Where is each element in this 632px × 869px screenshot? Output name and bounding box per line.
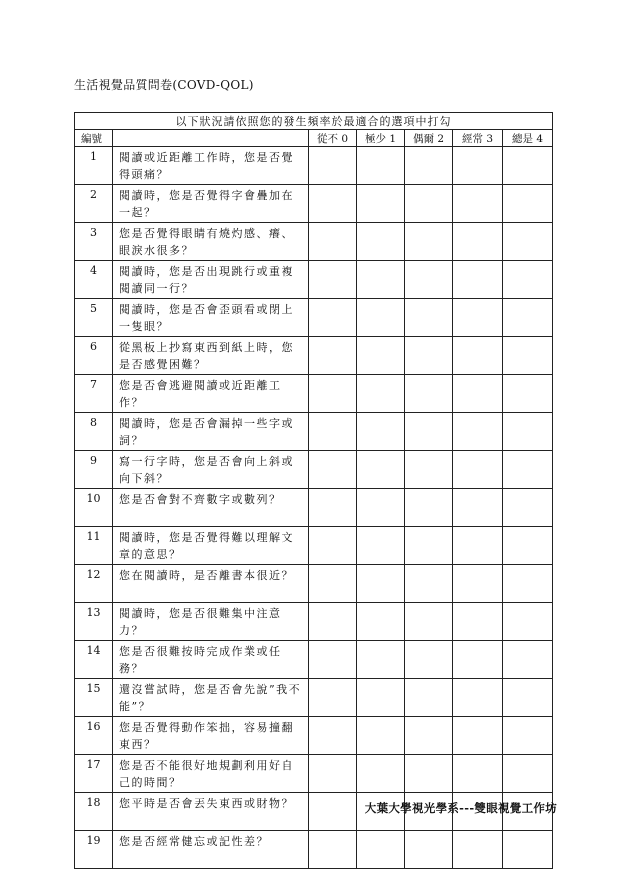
answer-cell[interactable]: [309, 261, 357, 299]
answer-cell[interactable]: [357, 831, 405, 869]
answer-cell[interactable]: [357, 299, 405, 337]
instruction-banner-row: [75, 113, 553, 130]
answer-cell[interactable]: [357, 451, 405, 489]
answer-cell[interactable]: [503, 337, 553, 375]
answer-cell[interactable]: [405, 831, 453, 869]
answer-cell[interactable]: [357, 375, 405, 413]
answer-cell[interactable]: [309, 679, 357, 717]
question-text: 您是否不能很好地規劃利用好自己的時間？: [113, 755, 309, 793]
header-option-rarely: 極少 1: [357, 130, 405, 147]
question-text: 您是否很難按時完成作業或任務？: [113, 641, 309, 679]
answer-cell[interactable]: [309, 527, 357, 565]
question-number: 5: [75, 299, 113, 337]
question-number: 7: [75, 375, 113, 413]
answer-cell[interactable]: [453, 451, 503, 489]
answer-cell[interactable]: [405, 717, 453, 755]
answer-cell[interactable]: [453, 527, 503, 565]
question-row: [75, 641, 553, 679]
answer-cell[interactable]: [405, 337, 453, 375]
question-text: 還沒嘗試時，您是否會先說”我不能”？: [113, 679, 309, 717]
answer-cell[interactable]: [357, 527, 405, 565]
answer-cell[interactable]: [503, 755, 553, 793]
answer-cell[interactable]: [405, 489, 453, 527]
answer-cell[interactable]: [309, 413, 357, 451]
answer-cell[interactable]: [309, 299, 357, 337]
answer-cell[interactable]: [503, 717, 553, 755]
answer-cell[interactable]: [453, 413, 503, 451]
question-number: 15: [75, 679, 113, 717]
answer-cell[interactable]: [503, 299, 553, 337]
answer-cell[interactable]: [503, 527, 553, 565]
answer-cell[interactable]: [357, 679, 405, 717]
answer-cell[interactable]: [405, 223, 453, 261]
answer-cell[interactable]: [309, 489, 357, 527]
question-text: 您平時是否會丟失東西或財物？: [113, 793, 309, 831]
answer-cell[interactable]: [357, 185, 405, 223]
answer-cell[interactable]: [453, 489, 503, 527]
question-number: 14: [75, 641, 113, 679]
answer-cell[interactable]: [503, 223, 553, 261]
answer-cell[interactable]: [357, 223, 405, 261]
answer-cell[interactable]: [357, 489, 405, 527]
answer-cell[interactable]: [405, 603, 453, 641]
answer-cell[interactable]: [503, 375, 553, 413]
answer-cell[interactable]: [503, 185, 553, 223]
answer-cell[interactable]: [503, 565, 553, 603]
header-option-often: 經常 3: [453, 130, 503, 147]
answer-cell[interactable]: [453, 299, 503, 337]
question-row: [75, 717, 553, 755]
question-row: [75, 147, 553, 185]
answer-cell[interactable]: [405, 261, 453, 299]
question-row: [75, 603, 553, 641]
document-title: 生活視覺品質問卷(COVD-QOL): [74, 78, 254, 92]
question-row: [75, 337, 553, 375]
answer-cell[interactable]: [405, 147, 453, 185]
answer-cell[interactable]: [453, 641, 503, 679]
question-number: 2: [75, 185, 113, 223]
question-text: 寫一行字時，您是否會向上斜或向下斜？: [113, 451, 309, 489]
answer-cell[interactable]: [309, 147, 357, 185]
question-row: [75, 299, 553, 337]
question-number: 17: [75, 755, 113, 793]
answer-cell[interactable]: [309, 451, 357, 489]
answer-cell[interactable]: [309, 337, 357, 375]
answer-cell[interactable]: [357, 603, 405, 641]
question-row: [75, 185, 553, 223]
answer-cell[interactable]: [357, 337, 405, 375]
question-row: [75, 375, 553, 413]
answer-cell[interactable]: [453, 147, 503, 185]
answer-cell[interactable]: [503, 451, 553, 489]
answer-cell[interactable]: [503, 147, 553, 185]
answer-cell[interactable]: [453, 603, 503, 641]
answer-cell[interactable]: [309, 185, 357, 223]
answer-cell[interactable]: [309, 375, 357, 413]
question-text: 閱讀或近距離工作時，您是否覺得頭痛？: [113, 147, 309, 185]
header-option-sometimes: 偶爾 2: [405, 130, 453, 147]
header-number: 編號: [75, 130, 113, 147]
answer-cell[interactable]: [453, 717, 503, 755]
question-text: 您是否會逃避閱讀或近距離工作？: [113, 375, 309, 413]
questionnaire-table: [74, 112, 553, 869]
answer-cell[interactable]: [357, 641, 405, 679]
answer-cell[interactable]: [405, 185, 453, 223]
answer-cell[interactable]: [405, 299, 453, 337]
answer-cell[interactable]: [357, 565, 405, 603]
question-row: [75, 413, 553, 451]
header-question: [113, 130, 309, 147]
answer-cell[interactable]: [309, 641, 357, 679]
question-row: [75, 527, 553, 565]
question-number: 1: [75, 147, 113, 185]
answer-cell[interactable]: [309, 565, 357, 603]
answer-cell[interactable]: [309, 717, 357, 755]
header-option-never: 從不 0: [309, 130, 357, 147]
answer-cell[interactable]: [405, 755, 453, 793]
answer-cell[interactable]: [453, 565, 503, 603]
question-number: 8: [75, 413, 113, 451]
answer-cell[interactable]: [309, 755, 357, 793]
answer-cell[interactable]: [503, 831, 553, 869]
answer-cell[interactable]: [453, 337, 503, 375]
question-number: 9: [75, 451, 113, 489]
question-row: [75, 261, 553, 299]
answer-cell[interactable]: [309, 603, 357, 641]
question-number: 19: [75, 831, 113, 869]
answer-cell[interactable]: [503, 641, 553, 679]
question-text: 閱讀時，您是否會歪頭看或閉上一隻眼？: [113, 299, 309, 337]
answer-cell[interactable]: [405, 413, 453, 451]
question-row: [75, 451, 553, 489]
question-text: 您是否會對不齊數字或數列？: [113, 489, 309, 527]
answer-cell[interactable]: [503, 261, 553, 299]
answer-cell[interactable]: [405, 679, 453, 717]
question-row: [75, 565, 553, 603]
question-number: 18: [75, 793, 113, 831]
answer-cell[interactable]: [453, 831, 503, 869]
question-text: 閱讀時，您是否很難集中注意力？: [113, 603, 309, 641]
question-row: [75, 755, 553, 793]
answer-cell[interactable]: [357, 717, 405, 755]
question-row: [75, 223, 553, 261]
answer-cell[interactable]: [503, 489, 553, 527]
answer-cell[interactable]: [503, 603, 553, 641]
question-number: 10: [75, 489, 113, 527]
question-text: 您是否覺得動作笨拙，容易撞翻東西？: [113, 717, 309, 755]
question-row: [75, 679, 553, 717]
question-text: 閱讀時，您是否覺得難以理解文章的意思？: [113, 527, 309, 565]
answer-cell[interactable]: [405, 565, 453, 603]
answer-cell[interactable]: [405, 641, 453, 679]
answer-cell[interactable]: [503, 679, 553, 717]
answer-cell[interactable]: [309, 831, 357, 869]
header-row: [75, 130, 553, 147]
answer-cell[interactable]: [405, 375, 453, 413]
question-text: 閱讀時，您是否出現跳行或重複閱讀同一行？: [113, 261, 309, 299]
question-number: 4: [75, 261, 113, 299]
question-row: [75, 489, 553, 527]
answer-cell[interactable]: [309, 793, 357, 831]
answer-cell[interactable]: [453, 261, 503, 299]
answer-cell[interactable]: [453, 185, 503, 223]
question-text: 閱讀時，您是否會漏掉一些字或詞？: [113, 413, 309, 451]
answer-cell[interactable]: [405, 451, 453, 489]
answer-cell[interactable]: [357, 261, 405, 299]
question-number: 13: [75, 603, 113, 641]
question-number: 12: [75, 565, 113, 603]
question-text: 您在閱讀時，是否離書本很近？: [113, 565, 309, 603]
answer-cell[interactable]: [453, 755, 503, 793]
question-number: 3: [75, 223, 113, 261]
question-text: 您是否覺得眼睛有燒灼感、癢、眼淚水很多？: [113, 223, 309, 261]
answer-cell[interactable]: [453, 375, 503, 413]
answer-cell[interactable]: [453, 223, 503, 261]
question-text: 從黑板上抄寫東西到紙上時，您是否感覺困難？: [113, 337, 309, 375]
question-row: [75, 831, 553, 869]
answer-cell[interactable]: [309, 223, 357, 261]
question-text: 閱讀時，您是否覺得字會疊加在一起？: [113, 185, 309, 223]
answer-cell[interactable]: [357, 755, 405, 793]
question-number: 16: [75, 717, 113, 755]
answer-cell[interactable]: [503, 413, 553, 451]
question-number: 6: [75, 337, 113, 375]
header-option-always: 總是 4: [503, 130, 553, 147]
question-number: 11: [75, 527, 113, 565]
question-text: 您是否經常健忘或記性差？: [113, 831, 309, 869]
answer-cell[interactable]: [453, 679, 503, 717]
footer-credit: 大葉大學視光學系---雙眼視覺工作坊: [364, 801, 557, 815]
answer-cell[interactable]: [357, 147, 405, 185]
answer-cell[interactable]: [405, 527, 453, 565]
answer-cell[interactable]: [357, 413, 405, 451]
instruction-banner: 以下狀況請依照您的發生頻率於最適合的選項中打勾: [75, 113, 553, 130]
